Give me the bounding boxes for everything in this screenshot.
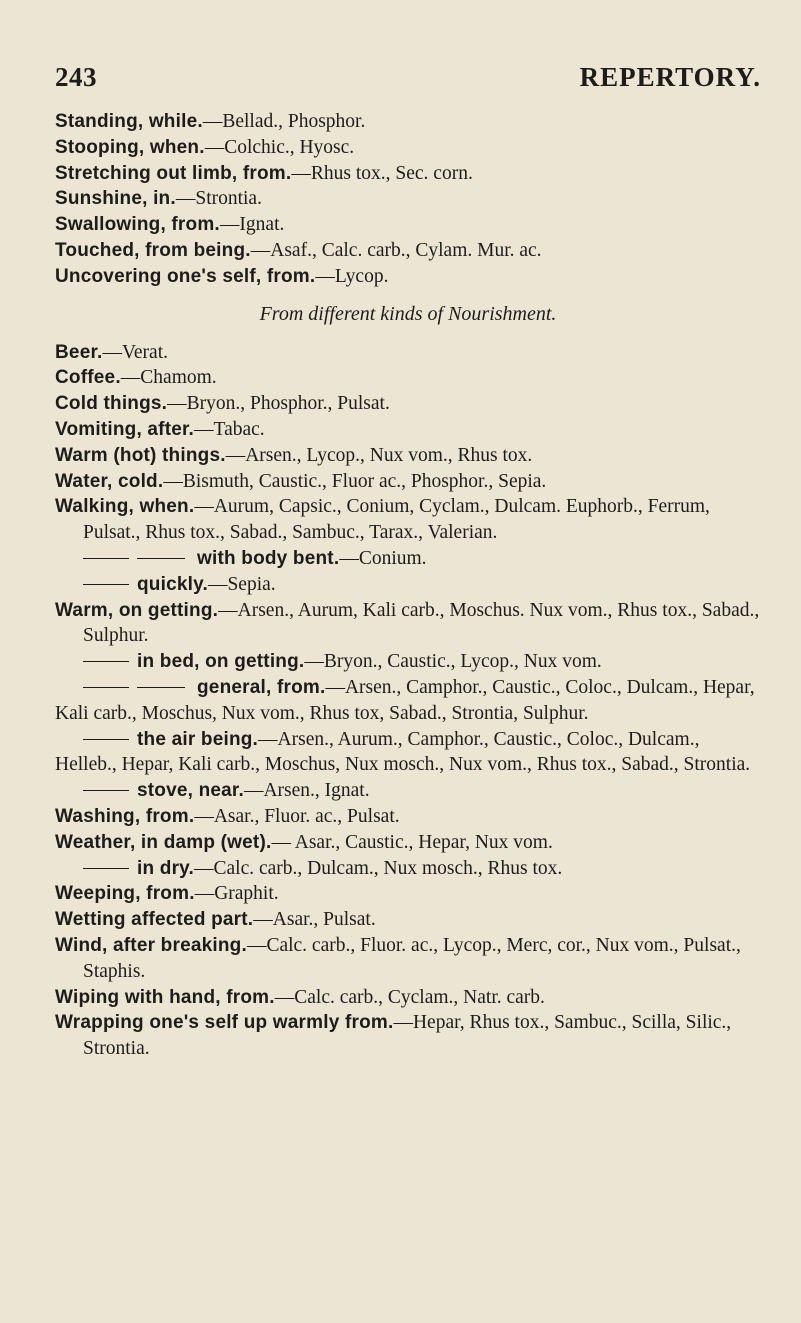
ditto-dash xyxy=(83,661,129,662)
entry-remedies: — Asar., Caustic., Hepar, Nux vom. xyxy=(271,831,553,853)
repertory-subentry xyxy=(55,572,761,598)
entry-term: in dry. xyxy=(137,857,194,879)
entry-remedies: —Hepar, Rhus tox., Sambuc., Scilla, Silic., Strontia. xyxy=(83,1012,732,1060)
repertory-entry xyxy=(55,109,761,135)
repertory-entry xyxy=(55,365,761,391)
entry-term: Cold things. xyxy=(55,393,168,415)
entry-remedies: —Verat. xyxy=(102,341,169,363)
repertory-entry xyxy=(55,881,761,907)
repertory-subentry xyxy=(55,856,761,882)
ditto-dash xyxy=(137,558,185,559)
entry-term: Stooping, when. xyxy=(55,136,205,158)
entry-term: Walking, when. xyxy=(55,496,195,518)
repertory-entry xyxy=(55,985,761,1011)
running-title: REPERTORY. xyxy=(579,62,761,92)
entry-remedies: —Tabac. xyxy=(194,418,265,440)
repertory-entry xyxy=(55,469,761,495)
repertory-entry xyxy=(55,135,761,161)
entry-remedies: —Arsen., Aurum, Kali carb., Moschus. Nux vom., Rhus tox., Sabad., Sulphur. xyxy=(83,599,760,647)
entry-term: Standing, while. xyxy=(55,111,203,132)
entry-term: in bed, on getting. xyxy=(137,651,305,673)
entry-remedies: —Calc. carb., Cyclam., Natr. carb. xyxy=(274,986,545,1008)
repertory-entry xyxy=(55,1010,761,1062)
ditto-dash xyxy=(83,739,129,740)
entry-remedies: —Arsen., Ignat. xyxy=(243,780,370,802)
entry-remedies: —Rhus tox., Sec. corn. xyxy=(291,162,473,184)
repertory-entry xyxy=(55,933,761,985)
entry-remedies: —Graphit. xyxy=(194,883,279,905)
entry-term: Weeping, from. xyxy=(55,883,195,905)
repertory-entry xyxy=(55,494,761,546)
entry-remedies: —Ignat. xyxy=(219,214,285,236)
repertory-entry xyxy=(55,264,761,290)
entry-remedies: —Asar., Fluor. ac., Pulsat. xyxy=(194,805,400,827)
entry-remedies: —Aurum, Capsic., Conium, Cyclam., Dulcam. Euphorb., Ferrum, Pulsat., Rhus tox., Sabad., Sambuc., Tarax., Valerian. xyxy=(83,496,710,544)
entry-term: Sunshine, in. xyxy=(55,188,176,210)
entry-remedies: —Bellad., Phosphor. xyxy=(202,111,366,132)
repertory-subentry xyxy=(55,649,761,675)
repertory-subentry xyxy=(55,546,761,572)
entry-remedies: —Asaf., Calc. carb., Cylam. Mur. ac. xyxy=(250,239,542,261)
section-heading: From different kinds of Nourishment. xyxy=(259,302,557,325)
entry-term: Swallowing, from. xyxy=(55,214,220,236)
entry-remedies: —Calc. carb., Dulcam., Nux mosch., Rhus tox. xyxy=(194,857,563,879)
repertory-subentry xyxy=(55,778,761,804)
entry-remedies: —Chamom. xyxy=(120,367,217,389)
entry-remedies: —Strontia. xyxy=(175,188,262,210)
entry-term: Vomiting, after. xyxy=(55,418,195,440)
entry-remedies: —Bryon., Caustic., Lycop., Nux vom. xyxy=(304,651,602,673)
entry-term: the air being. xyxy=(137,728,259,750)
entry-term: Beer. xyxy=(55,341,103,363)
repertory-entry xyxy=(55,907,761,933)
entry-term: general, from. xyxy=(197,676,326,698)
repertory-entry xyxy=(55,598,761,650)
entry-remedies: —Calc. carb., Fluor. ac., Lycop., Merc, cor., Nux vom., Pulsat., Staphis. xyxy=(83,934,741,982)
ditto-dash xyxy=(83,558,129,559)
entry-remedies: —Lycop. xyxy=(315,265,389,287)
repertory-entry xyxy=(55,443,761,469)
entry-term: Wetting affected part. xyxy=(55,909,254,931)
entry-remedies: —Arsen., Lycop., Nux vom., Rhus tox. xyxy=(225,444,533,466)
repertory-entry xyxy=(55,830,761,856)
entry-remedies: —Bismuth, Caustic., Fluor ac., Phosphor., Sepia. xyxy=(163,470,547,492)
repertory-entry xyxy=(55,804,761,830)
entry-term: Washing, from. xyxy=(55,805,195,827)
ditto-dash xyxy=(83,790,129,791)
entry-remedies: —Conium. xyxy=(339,547,427,569)
entry-term: Uncovering one's self, from. xyxy=(55,265,316,287)
repertory-entry xyxy=(55,417,761,443)
entry-remedies: —Arsen., Camphor., Caustic., Coloc., Dulcam., Hepar, Kali carb., Moschus, Nux vom., Rhus tox, Sabad., Strontia, Sulphur. xyxy=(55,676,755,724)
entry-term: Warm, on getting. xyxy=(55,599,219,621)
entry-term: Warm (hot) things. xyxy=(55,444,226,466)
repertory-subentry xyxy=(55,675,761,727)
entry-term: Wind, after breaking. xyxy=(55,934,247,956)
entry-term: stove, near. xyxy=(137,780,244,802)
entries-group-2 xyxy=(55,340,761,1062)
entry-term: Wrapping one's self up warmly from. xyxy=(55,1012,394,1034)
entry-term: Water, cold. xyxy=(55,470,164,492)
entry-remedies: —Arsen., Aurum., Camphor., Caustic., Coloc., Dulcam., Helleb., Hepar, Kali carb., Moschus, Nux mosch., Nux vom., Rhus tox., Sabad., Strontia. xyxy=(55,728,751,776)
ditto-dash xyxy=(83,868,129,869)
entry-remedies: —Asar., Pulsat. xyxy=(253,909,376,931)
entry-term: Coffee. xyxy=(55,367,121,389)
entry-term: Touched, from being. xyxy=(55,239,251,261)
entry-term: Weather, in damp (wet). xyxy=(55,831,272,853)
entry-remedies: —Colchic., Hyosc. xyxy=(204,136,355,158)
entry-remedies: —Bryon., Phosphor., Pulsat. xyxy=(167,393,390,415)
entry-term: with body bent. xyxy=(197,547,340,569)
ditto-dash xyxy=(83,584,129,585)
repertory-entry xyxy=(55,212,761,238)
entry-term: Stretching out limb, from. xyxy=(55,162,292,184)
entry-term: quickly. xyxy=(137,573,208,595)
ditto-dash xyxy=(137,687,185,688)
repertory-entry xyxy=(55,238,761,264)
page-header xyxy=(55,62,761,93)
ditto-dash xyxy=(83,687,129,688)
repertory-entry xyxy=(55,391,761,417)
page-number: 243 xyxy=(55,62,97,92)
entries-group-1 xyxy=(55,109,761,290)
entry-term: Wiping with hand, from. xyxy=(55,986,275,1008)
repertory-entry xyxy=(55,340,761,366)
repertory-entry xyxy=(55,161,761,187)
repertory-entry xyxy=(55,186,761,212)
entry-remedies: —Sepia. xyxy=(207,573,276,595)
repertory-subentry xyxy=(55,727,761,779)
